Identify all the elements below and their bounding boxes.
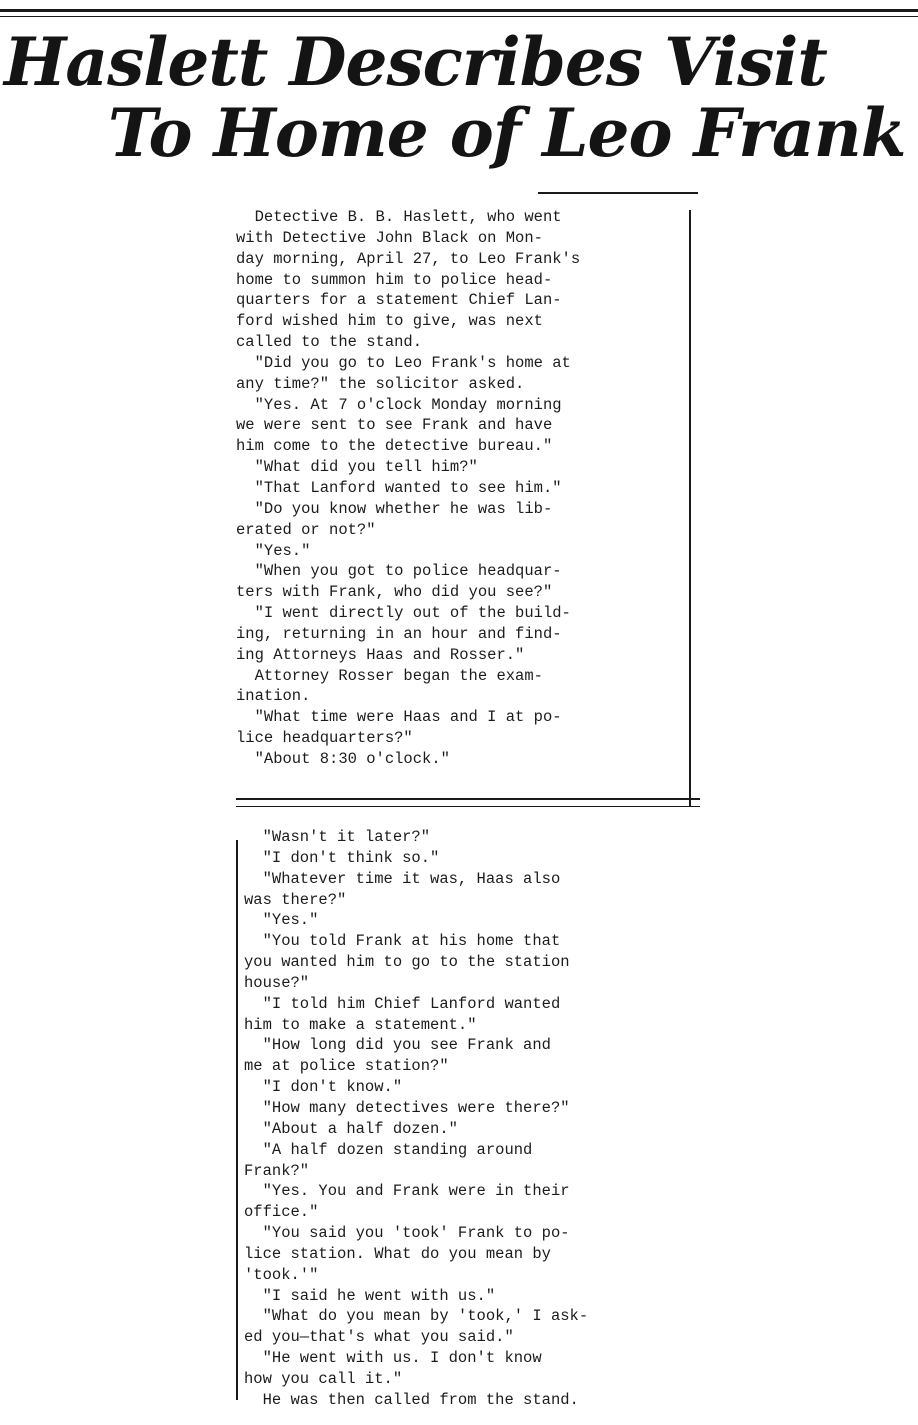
- text-line: "You told Frank at his home that: [244, 932, 561, 951]
- text-line: He was then called from the stand.: [244, 1390, 579, 1409]
- text-line: "What do you mean by 'took,' I ask-: [244, 1307, 589, 1326]
- column-2-edge-rule: [236, 840, 238, 1400]
- text-line: "Do you know whether he was lib-: [236, 499, 553, 518]
- text-line: was there?": [244, 890, 347, 909]
- text-line: "That Lanford wanted to see him.": [236, 478, 562, 497]
- text-line: "Yes. At 7 o'clock Monday morning: [236, 395, 562, 414]
- column-1-edge-rule: [689, 210, 691, 806]
- text-line: you wanted him to go to the station: [244, 953, 570, 972]
- text-line: him to make a statement.": [244, 1015, 477, 1034]
- text-line: "I went directly out of the build-: [236, 604, 571, 623]
- text-line: "I said he went with us.": [244, 1286, 496, 1305]
- text-line: me at police station?": [244, 1057, 449, 1076]
- text-line: "You said you 'took' Frank to po-: [244, 1224, 570, 1243]
- text-line: "Yes.": [244, 911, 319, 930]
- text-line: ing, returning in an hour and find-: [236, 624, 562, 643]
- masthead-rule-thick: [0, 9, 918, 12]
- text-line: "Yes.": [236, 541, 311, 560]
- text-line: quarters for a statement Chief Lan-: [236, 291, 562, 310]
- text-line: lice station. What do you mean by: [244, 1244, 551, 1263]
- text-line: ters with Frank, who did you see?": [236, 583, 553, 602]
- text-line: house?": [244, 973, 310, 992]
- text-line: home to summon him to police head-: [236, 270, 553, 289]
- text-line: "About a half dozen.": [244, 1119, 458, 1138]
- text-line: Attorney Rosser began the exam-: [236, 666, 543, 685]
- text-line: him come to the detective bureau.": [236, 437, 553, 456]
- text-line: ing Attorneys Haas and Rosser.": [236, 645, 525, 664]
- text-line: any time?" the solicitor asked.: [236, 374, 525, 393]
- text-line: "A half dozen standing around: [244, 1140, 533, 1159]
- text-line: ination.: [236, 687, 311, 706]
- article-column-1: [236, 207, 686, 770]
- text-line: with Detective John Black on Mon-: [236, 228, 543, 247]
- text-line: we were sent to see Frank and have: [236, 416, 553, 435]
- column-divider-rule-thin: [236, 806, 700, 807]
- text-line: "Wasn't it later?": [244, 828, 431, 846]
- text-line: ed you—that's what you said.": [244, 1328, 514, 1347]
- text-line: erated or not?": [236, 520, 376, 539]
- text-line: "How long did you see Frank and: [244, 1036, 551, 1055]
- text-line: Detective B. B. Haslett, who went: [236, 208, 562, 226]
- headline-line-1: Haslett Describes Visit: [4, 23, 827, 101]
- text-line: "What time were Haas and I at po-: [236, 708, 562, 727]
- text-line: how you call it.": [244, 1369, 403, 1388]
- text-line: office.": [244, 1203, 319, 1222]
- text-line: lice headquarters?": [236, 729, 413, 748]
- column-divider-rule: [236, 798, 700, 800]
- text-line: "How many detectives were there?": [244, 1098, 570, 1117]
- text-line: Frank?": [244, 1161, 310, 1180]
- text-line: "He went with us. I don't know: [244, 1349, 542, 1368]
- headline-divider-rule: [538, 192, 698, 194]
- headline-line-2: To Home of Leo Frank: [108, 94, 906, 172]
- text-line: "Whatever time it was, Haas also: [244, 869, 561, 888]
- text-line: "I don't know.": [244, 1078, 403, 1097]
- text-line: "I don't think so.": [244, 848, 440, 867]
- text-line: "Yes. You and Frank were in their: [244, 1182, 570, 1201]
- text-line: "About 8:30 o'clock.": [236, 749, 450, 768]
- text-line: day morning, April 27, to Leo Frank's: [236, 249, 581, 268]
- masthead-rule-thin: [0, 16, 918, 17]
- text-line: ford wished him to give, was next: [236, 312, 543, 331]
- text-line: called to the stand.: [236, 333, 423, 352]
- text-line: "What did you tell him?": [236, 458, 478, 477]
- text-line: "I told him Chief Lanford wanted: [244, 994, 561, 1013]
- article-column-2: [244, 827, 686, 1411]
- text-line: "Did you go to Leo Frank's home at: [236, 353, 571, 372]
- text-line: 'took.'": [244, 1265, 319, 1284]
- text-line: "When you got to police headquar-: [236, 562, 562, 581]
